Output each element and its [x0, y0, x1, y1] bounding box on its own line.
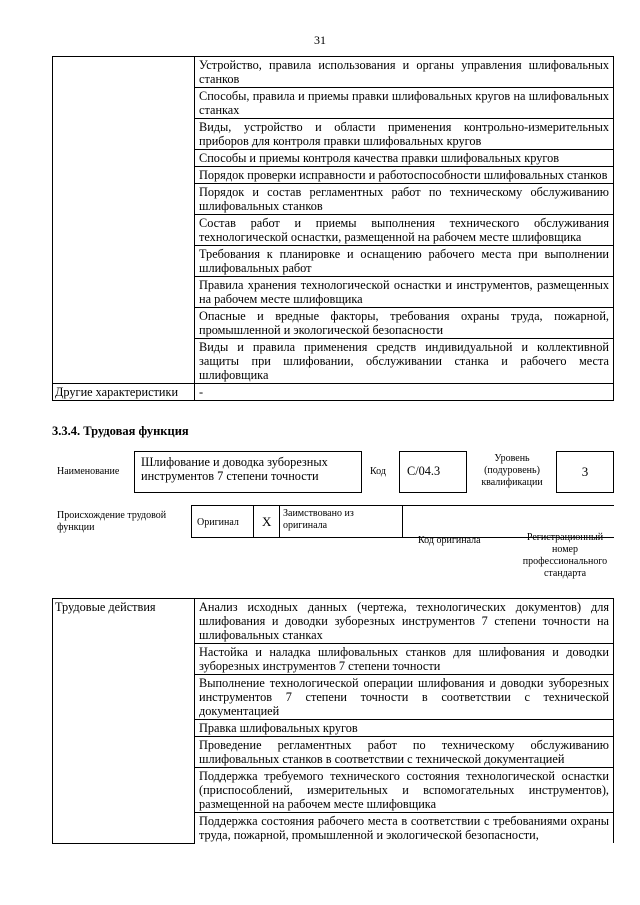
knowledge-item: Способы, правила и приемы правки шлифовальных кругов на шлифовальных станках — [195, 88, 614, 119]
action-item: Поддержка состояния рабочего места в соответствии с требованиями охраны труда, пожарной, промышленной и экологической безопасности, — [195, 813, 614, 844]
original-label: Оригинал — [197, 517, 239, 528]
level-label: Уровень (подуровень) квалификации — [481, 453, 543, 488]
original-code-label: Код оригинала — [418, 535, 481, 546]
level-value: 3 — [556, 451, 614, 493]
actions-label: Трудовые действия — [53, 599, 195, 844]
knowledge-item: Виды, устройство и области применения контрольно-измерительных приборов для контроля правки шлифовальных кругов — [195, 119, 614, 150]
original-cell — [191, 505, 253, 538]
section-title: 3.3.4. Трудовая функция — [52, 424, 189, 438]
knowledge-label-cell — [53, 57, 195, 384]
action-item: Правка шлифовальных кругов — [195, 720, 614, 737]
knowledge-item: Виды и правила применения средств индивидуальной и коллективной защиты при шлифовании, обслуживании станка и рабочего места шлифовщика — [195, 339, 614, 384]
knowledge-item: Требования к планировке и оснащению рабочего места при выполнении шлифовальных работ — [195, 246, 614, 277]
origin-label: Происхождение трудовой функции — [57, 510, 167, 533]
name-label: Наименование — [57, 466, 120, 477]
knowledge-item: Способы и приемы контроля качества правки шлифовальных кругов — [195, 150, 614, 167]
name-value: Шлифование и доводка зуборезных инструментов 7 степени точности — [134, 451, 362, 493]
action-item: Анализ исходных данных (чертежа, технологических документов) для шлифования и доводки зуборезных инструментов 7 степени точности на шлифовальных станках — [195, 599, 614, 644]
knowledge-item: Порядок и состав регламентных работ по техническому обслуживанию шлифовальных станков — [195, 184, 614, 215]
code-value: C/04.3 — [399, 451, 467, 493]
action-item: Настойка и наладка шлифовальных станков для шлифования и доводки зуборезных инструментов 7 степени точности — [195, 644, 614, 675]
code-label: Код — [370, 466, 386, 477]
action-item: Проведение регламентных работ по техническому обслуживанию шлифовальных станков в соответствии с технической документацией — [195, 737, 614, 768]
knowledge-item: Устройство, правила использования и органы управления шлифовальных станков — [195, 57, 614, 88]
actions-table — [52, 598, 614, 844]
knowledge-item: Порядок проверки исправности и работоспособности шлифовальных станков — [195, 167, 614, 184]
original-mark: X — [262, 514, 272, 529]
other-characteristics-value: - — [195, 384, 614, 401]
knowledge-item: Правила хранения технологической оснастки и инструментов, размещенных на рабочем месте шлифовщика — [195, 277, 614, 308]
knowledge-item: Состав работ и приемы выполнения технического обслуживания технологической оснастки, размещенной на рабочем месте шлифовщика — [195, 215, 614, 246]
knowledge-table — [52, 56, 614, 401]
knowledge-item: Опасные и вредные факторы, требования охраны труда, пожарной, промышленной и экологической безопасности — [195, 308, 614, 339]
copied-label: Заимствовано из оригинала — [283, 508, 354, 531]
original-mark-cell — [253, 505, 279, 538]
page-number: 31 — [314, 33, 326, 47]
copied-cell — [279, 505, 403, 538]
other-characteristics-label: Другие характеристики — [53, 384, 195, 401]
registration-number-label: Регистрационный номер профессионального стандарта — [522, 532, 608, 579]
action-item: Выполнение технологической операции шлифования и доводки зуборезных инструментов 7 степени точности в соответствии с технической документацией — [195, 675, 614, 720]
action-item: Поддержка требуемого технического состояния технологической оснастки (приспособлений, измерительных и вспомогательных инструментов), размещенной на рабочем месте шлифовщика — [195, 768, 614, 813]
